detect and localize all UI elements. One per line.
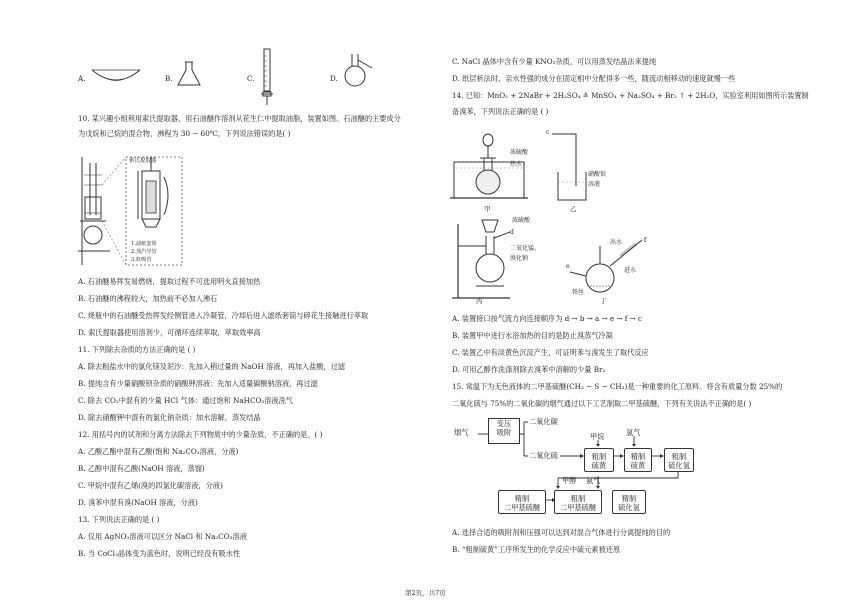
- flow-anqi: 氨气: [586, 476, 601, 485]
- flow-cuzhi-ej-line2: 二甲基硫醚: [560, 503, 596, 512]
- flow-cuzhi-lh-line2: 硫黄: [591, 461, 607, 470]
- process-flow-diagram: [452, 414, 712, 524]
- q10-option-b: B. 石油醚的沸程较大，加热前不必加入沸石: [78, 294, 218, 303]
- flow-box-jingzhi-erjia: [498, 490, 546, 514]
- fig-label-d: d: [510, 229, 514, 236]
- fig-label-tieci: 铁丝: [572, 289, 585, 296]
- q12-option-c: C. 甲烷中混有乙烯(溴的四氯化碳溶液，分液): [78, 481, 223, 490]
- q12-option-b: B. 乙醇中混有乙酸(NaOH 溶液，蒸馏): [78, 464, 205, 473]
- q9-option-b: B.: [165, 74, 173, 83]
- q11-option-d: D. 除去硝酸钾中混有的氯化钠杂质：加水溶解、蒸发结晶: [78, 413, 261, 422]
- q15-stem-line1: 15. 常温下为无色液体的二甲基硫醚(CH₃ − S − CH₃)是一种重要的化工原料。将含有质量分数 25%的: [452, 382, 783, 391]
- flow-box-jingzhi-liuhuaqing: [612, 490, 646, 514]
- soxhlet-title-label: 索氏提取器: [129, 158, 157, 164]
- flow-bianya-line2: 吸附: [496, 428, 512, 437]
- q14-option-c: C. 装置乙中有淡黄色沉淀产生，可证明苯与溴发生了取代反应: [452, 348, 649, 357]
- q14-option-d: D. 可用乙醇作洗涤剂除去溴苯中溶解的少量 Br₂: [452, 365, 606, 374]
- flow-box-cuzhi-liuhuaqing: [664, 448, 694, 472]
- fig-label-bing: 丙: [476, 297, 483, 305]
- q13-stem: 13. 下列说法正确的是 ( ): [78, 515, 160, 524]
- fig-label-yi: 乙: [570, 205, 577, 213]
- flow-co2: 二氧化碳: [529, 417, 558, 426]
- q9-option-c: C.: [247, 74, 255, 83]
- q14-option-a: A. 装置接口按气流方向连接顺序为 d → b → a → e → f → c: [452, 314, 643, 323]
- flow-jingzhi-ej-line2: 二甲基硫醚: [504, 503, 540, 512]
- flow-jiawan: 甲烷: [590, 432, 605, 441]
- q10-stem-line2: 为戊烷和己烷的混合物，沸程为 30 − 60℃，下列说法错误的是( ): [78, 129, 291, 138]
- fig-label-reshui: 热水: [510, 161, 523, 168]
- flow-box-cuzhi-liuhuang: [584, 448, 614, 472]
- q11-option-c: C. 除去 CO₂中混有的少量 HCl 气体：通过饱和 NaHCO₃溶液洗气: [78, 396, 293, 405]
- burette-icon: [258, 48, 276, 108]
- q14-stem-line2: 备溴苯，下列说法正确的是 ( ): [452, 107, 549, 116]
- flow-box-jingzhi-liuhuang: [624, 448, 652, 472]
- q11-stem: 11. 下列除去杂质的方法正确的是 ( ): [78, 345, 196, 354]
- q12-stem: 12. 用括号内的试剂和分离方法除去下列物质中的少量杂质，不正确的是。( ): [78, 430, 323, 439]
- fig-label-f: f: [644, 237, 647, 244]
- conical-flask-icon: [176, 60, 202, 88]
- q13-option-c: C. NaCl 晶体中含有少量 KNO₃杂质，可以用蒸发结晶法来提纯: [452, 57, 657, 66]
- fig-label-e: e: [566, 263, 570, 270]
- flow-cuzhi-lhq-line2: 硫化氢: [668, 461, 690, 470]
- q14-stem-line1: 14. 已知：MnO₂ + 2NaBr + 2H₂SO₄ ≜ MnSO₄ + Na₂SO₄ + Br₂ ↑ + 2H₂O，实验室利用如图所示装置制: [452, 91, 809, 100]
- flow-jingzhi-lhq-line1: 精制: [621, 494, 637, 503]
- flow-jingzhi-lh-line1: 精制: [630, 452, 646, 461]
- q14-option-b: B. 装置甲中进行水浴加热的目的是防止溴蒸气冷凝: [452, 331, 613, 340]
- q13-option-d: D. 纸层析法时，亲水性强的成分在固定相中分配得多一些，随流动相移动的速度就慢一些: [452, 74, 736, 83]
- q10-option-d: D. 索氏提取器使用溶剂少，可循环连续萃取，萃取效率高: [78, 328, 261, 337]
- fig-label-nongliusuan: 浓硫酸: [510, 149, 529, 156]
- page-footer: 第2页，共7页: [405, 589, 446, 597]
- fig-label-nongliusuan-2: 浓硫酸: [512, 217, 531, 224]
- q12-option-a: A. 乙酸乙酯中混有乙酸(饱和 Na₂CO₃溶液，分液): [78, 447, 239, 456]
- flow-cuzhi-lh-line1: 粗制: [591, 452, 607, 461]
- flow-jingzhi-ej-line1: 精制: [514, 494, 530, 503]
- fig-label-eryanghuameng: 二氧化锰、: [510, 245, 541, 252]
- soxhlet-label-1: 1.滤纸套筒: [131, 241, 157, 247]
- fig-label-rongye: 溶液: [588, 181, 601, 188]
- q15-option-b: B. “粗制硫黄”工序所发生的化学反应中硫元素被还原: [452, 545, 621, 554]
- distillation-flask-icon: [340, 52, 376, 88]
- soxhlet-label-3: 3.虹吸管: [131, 257, 152, 263]
- q10-option-c: C. 烧瓶中的石油醚受热挥发经侧管进入冷凝管，冷却后进入滤纸套筒与碎花生接触进行萃取: [78, 311, 369, 320]
- flow-jingzhi-lh-line2: 硫黄: [630, 461, 646, 470]
- flow-cuzhi-ej-line1: 粗制: [570, 494, 586, 503]
- q9-option-d: D.: [330, 74, 338, 83]
- q10-stem-line1: 10. 某兴趣小组利用索氏提取器，用石油醚作溶剂从花生仁中提取油脂，装置如图。石油醚的主要成分: [78, 114, 401, 123]
- flow-jingzhi-lhq-line2: 硫化氢: [618, 503, 640, 512]
- flow-yanqi: 烟气: [454, 428, 469, 437]
- flow-qingqi: 氢气: [626, 428, 641, 437]
- flow-jiachun: 甲醇: [562, 476, 577, 485]
- q15-stem-line2: 二氧化硫与 75%的二氧化碳的烟气通过以下工艺制取二甲基硫醚，下列有关说法不正确的是( ): [452, 399, 752, 408]
- evaporating-dish-icon: [90, 64, 142, 86]
- fig-label-ding: 丁: [600, 297, 607, 305]
- fig-label-xiuhuana: 溴化钠: [510, 255, 529, 262]
- q12-option-d: D. 溴苯中混有溴(NaOH 溶液，分液): [78, 498, 198, 507]
- fig-label-xiaosuanyin: 硝酸银: [588, 171, 607, 178]
- q10-option-a: A. 石油醚易挥发易燃烧，提取过程不可选用明火直接加热: [78, 277, 261, 286]
- q11-option-a: A. 除去粗盐水中的氯化镁及泥沙：先加入稍过量的 NaOH 溶液，再加入盐酸，过滤: [78, 362, 346, 371]
- flow-cuzhi-lhq-line1: 粗制: [671, 452, 687, 461]
- fig-label-chushui: 出水: [610, 239, 623, 246]
- q13-option-b: B. 当 CoCl₂晶体变为蓝色时，说明已经没有吸水性: [78, 549, 241, 558]
- flow-so2: 二氧化硫: [529, 451, 558, 460]
- flow-box-bianya: [488, 418, 520, 444]
- q11-option-b: B. 提纯含有少量硝酸钡杂质的硝酸钾溶液：先加入适量碳酸钠溶液，再过滤: [78, 379, 318, 388]
- fig-label-jia: 甲: [484, 205, 491, 213]
- q13-option-a: A. 仅用 AgNO₃溶液可以区分 NaCl 和 Na₂CO₃溶液: [78, 532, 247, 541]
- soxhlet-label-2: 2.蒸汽导管: [131, 249, 157, 255]
- bromobenzene-apparatus-figure: [450, 128, 660, 308]
- flow-box-cuzhi-erjia: [554, 490, 602, 514]
- flow-bianya-line1: 变压: [496, 419, 512, 428]
- fig-label-c: c: [546, 129, 550, 136]
- fig-label-jinshui: 进水: [624, 267, 637, 274]
- right-column: [430, 0, 860, 608]
- q15-option-a: A. 选择合适的吸附剂和压强可以达到对混合气体进行分离提纯的目的: [452, 528, 671, 537]
- q9-option-a: A.: [78, 74, 86, 83]
